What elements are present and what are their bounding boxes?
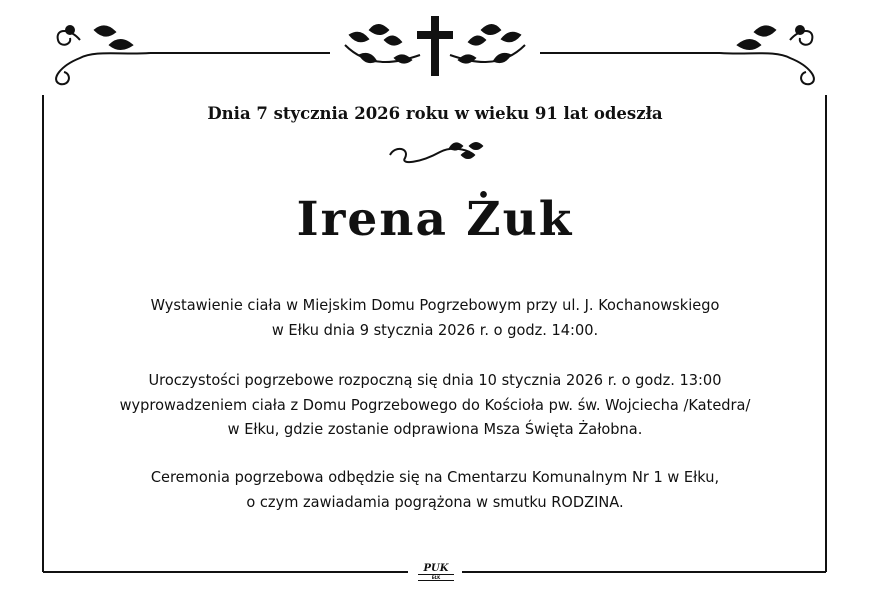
puk-logo	[418, 564, 454, 581]
paragraph-line: Wystawienie ciała w Miejskim Domu Pogrzebowym przy ul. J. Kochanowskiego	[150, 296, 720, 314]
logo-subtitle: EŁK	[418, 574, 454, 581]
logo-title: PUK	[423, 563, 449, 574]
divider-flourish-icon	[390, 143, 482, 162]
deceased-name: Irena Żuk	[296, 192, 574, 247]
cross-with-branches-icon	[345, 16, 525, 76]
intro-text: Dnia 7 stycznia 2026 roku w wieku 91 lat odeszła	[207, 104, 663, 123]
paragraph-line: Uroczystości pogrzebowe rozpoczną się dnia 10 stycznia 2026 r. o godz. 13:00	[148, 371, 722, 389]
paragraph-burial	[26, 465, 844, 514]
corner-flourish-right-icon	[720, 26, 814, 84]
paragraph-line: w Ełku dnia 9 stycznia 2026 r. o godz. 14:00.	[271, 320, 599, 339]
paragraph-line: o czym zawiadamia pogrążona w smutku RODZINA.	[246, 492, 624, 511]
paragraph-line: Ceremonia pogrzebowa odbędzie się na Cmentarzu Komunalnym Nr 1 w Ełku,	[150, 468, 720, 486]
corner-flourish-left-icon	[56, 26, 150, 84]
paragraph-ceremony	[26, 368, 844, 442]
paragraph-line: wyprowadzeniem ciała z Domu Pogrzebowego do Kościoła pw. św. Wojciecha /Katedra/	[119, 395, 751, 414]
paragraph-viewing	[26, 293, 844, 342]
paragraph-line: w Ełku, gdzie zostanie odprawiona Msza Święta Żałobna.	[227, 420, 643, 438]
